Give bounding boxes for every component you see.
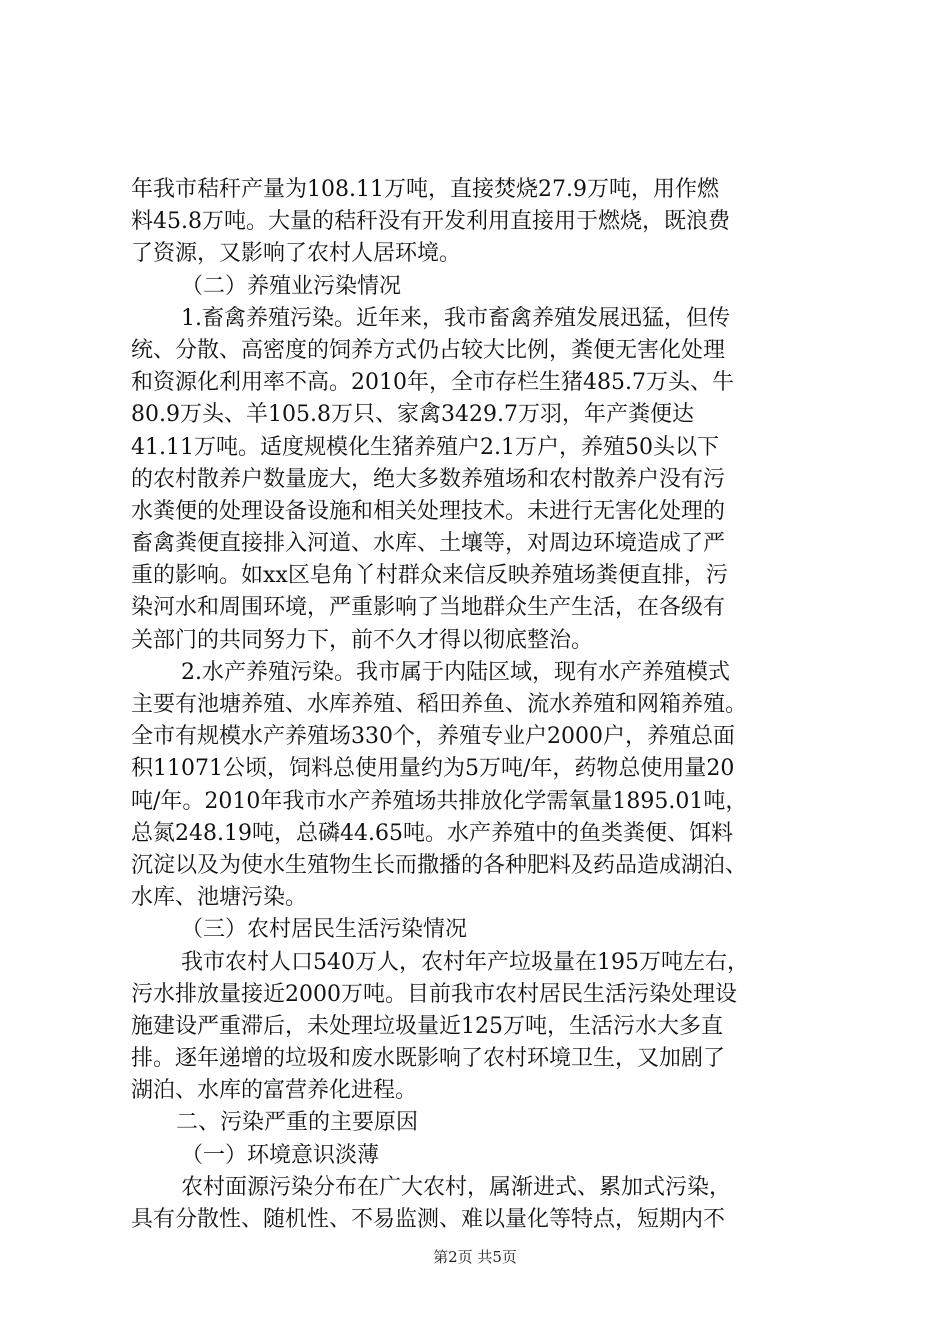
text-line: 畜禽粪便直接排入河道、水库、土壤等，对周边环境造成了严 (131, 531, 726, 557)
text-line: 41.11万吨。适度规模化生猪养殖户2.1万户，养殖50头以下 (131, 434, 719, 460)
text-line: （三）农村居民生活污染情况 (181, 917, 468, 943)
text-line: 排。逐年递增的垃圾和废水既影响了农村环境卫生，又加剧了 (131, 1046, 726, 1072)
text-line: 关部门的共同努力下，前不久才得以彻底整治。 (131, 627, 594, 653)
text-line: 污水排放量接近2000万吨。目前我市农村居民生活污染处理设 (131, 981, 737, 1007)
text-line: 2.水产养殖污染。我市属于内陆区域，现有水产养殖模式 (181, 659, 730, 685)
text-line: 施建设严重滞后，未处理垃圾量近125万吨，生活污水大多直 (131, 1013, 723, 1039)
text-line: 染河水和周围环境，严重影响了当地群众生产生活，在各级有 (131, 595, 726, 621)
text-line: 二、污染严重的主要原因 (176, 1110, 419, 1136)
document-body (131, 174, 831, 1236)
text-line: （二）养殖业污染情况 (181, 273, 402, 299)
text-line: 我市农村人口540万人，农村年产垃圾量在195万吨左右， (181, 949, 749, 975)
text-line: 积11071公顷，饲料总使用量约为5万吨/年，药物总使用量20 (131, 756, 735, 782)
text-line: 和资源化利用率不高。2010年，全市存栏生猪485.7万头、牛 (131, 370, 734, 396)
text-line: 具有分散性、随机性、不易监测、难以量化等特点，短期内不 (131, 1207, 726, 1232)
text-line: 80.9万头、羊105.8万只、家禽3429.7万羽，年产粪便达 (131, 402, 694, 428)
text-line: 湖泊、水库的富营养化进程。 (131, 1078, 418, 1104)
text-line: 料45.8万吨。大量的秸秆没有开发利用直接用于燃烧，既浪费 (131, 209, 730, 235)
text-line: 水库、池塘污染。 (131, 885, 308, 911)
text-line: 年我市秸秆产量为108.11万吨，直接焚烧27.9万吨，用作燃 (131, 177, 719, 202)
text-line: 沉淀以及为使水生殖物生长而撒播的各种肥料及药品造成湖泊、 (131, 852, 748, 878)
text-line: 重的影响。如xx区皂角丫村群众来信反映养殖场粪便直排，污 (131, 563, 728, 589)
text-line: 统、分散、高密度的饲养方式仍占较大比例，粪便无害化处理 (131, 337, 726, 363)
text-line: 主要有池塘养殖、水库养殖、稻田养鱼、流水养殖和网箱养殖。 (131, 692, 748, 717)
text-line: 水粪便的处理设备设施和相关处理技术。未进行无害化处理的 (131, 498, 726, 524)
text-line: 吨/年。2010年我市水产养殖场共排放化学需氧量1895.01吨， (131, 788, 748, 814)
text-line: 农村面源污染分布在广大农村，属渐进式、累加式污染， (181, 1174, 732, 1200)
text-line: （一）环境意识淡薄 (181, 1142, 380, 1168)
text-line: 全市有规模水产养殖场330个，养殖专业户2000户，养殖总面 (131, 724, 735, 750)
text-line: 了资源，又影响了农村人居环境。 (131, 241, 462, 267)
text-line: 1.畜禽养殖污染。近年来，我市畜禽养殖发展迅猛，但传 (181, 305, 730, 331)
text-line: 总氮248.19吨，总磷44.65吨。水产养殖中的鱼类粪便、饵料 (131, 820, 733, 846)
page-footer: 第2页 共5页 (433, 1248, 517, 1266)
text-line: 的农村散养户数量庞大，绝大多数养殖场和农村散养户没有污 (131, 466, 726, 492)
